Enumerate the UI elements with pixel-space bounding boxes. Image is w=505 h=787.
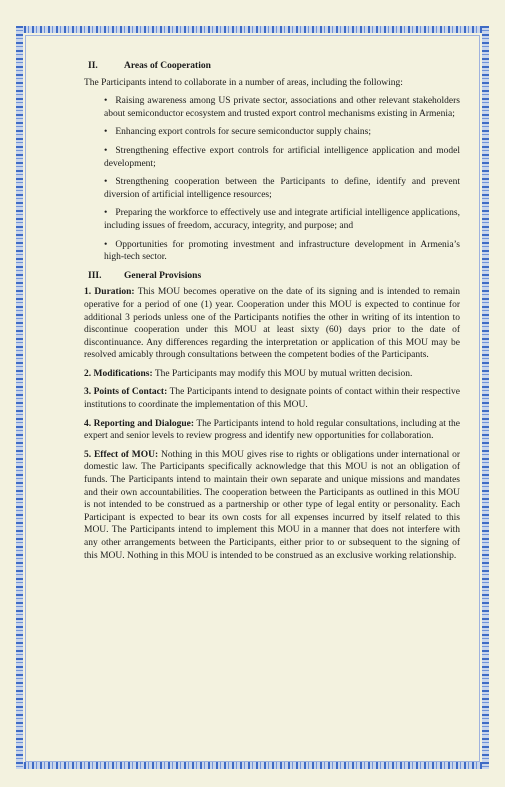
- document-body: [84, 60, 460, 568]
- list-item-text: Preparing the workforce to effectively use and integrate artificial intelligence applications, including issues of freedom, accuracy, integrity, and purpose; and: [104, 208, 460, 231]
- provision-points-of-contact: [84, 386, 460, 411]
- provision-label: 5. Effect of MOU:: [84, 449, 159, 460]
- section-heading-provisions: [88, 270, 460, 283]
- bullet-icon: •: [104, 177, 108, 188]
- provision-modifications: [84, 368, 460, 381]
- decorative-border-left: [16, 26, 23, 769]
- list-item: [104, 126, 460, 139]
- list-item: [104, 239, 460, 264]
- provision-text: The Participants may modify this MOU by mutual written decision.: [154, 368, 413, 379]
- list-item-text: Enhancing export controls for secure semiconductor supply chains;: [115, 127, 371, 138]
- section-title: General Provisions: [124, 270, 202, 281]
- decorative-border-top: [16, 26, 489, 33]
- list-item: [104, 145, 460, 170]
- provision-text: The Participants intend to hold regular consultations, including at the expert and senior levels to review progress and identify new opportunities for collaboration.: [84, 418, 460, 442]
- bullet-icon: •: [104, 239, 108, 250]
- list-item-text: Strengthening cooperation between the Participants to define, identify and prevent diversion of artificial intelligence resources;: [104, 177, 460, 200]
- bullet-icon: •: [104, 208, 108, 219]
- section-heading-areas: [88, 60, 460, 73]
- provision-duration: [84, 286, 460, 362]
- provision-label: 1. Duration:: [84, 287, 135, 298]
- section-number: III.: [88, 270, 102, 281]
- list-item: [104, 207, 460, 232]
- provision-reporting: [84, 418, 460, 443]
- decorative-border-right: [482, 26, 489, 769]
- bullet-icon: •: [104, 96, 108, 107]
- bullet-icon: •: [104, 127, 108, 138]
- list-item: [104, 95, 460, 120]
- section-number: II.: [88, 61, 98, 71]
- provision-text: Nothing in this MOU gives rise to rights or obligations under international or domestic law. The Participants specifically acknowledge that this MOU is not an obligation of funds. The Participants intend to maintain their own separate and unique missions and mandates and their own accountabilities. The cooperation between the Participants as outlined in this MOU is not intended to be construed as a partnership or other type of legal entity or personality. Each Participant is expected to bear its own costs for all expenses incurred by itself related to this MOU. The Participants intend to implement this MOU in a manner that does not interfere with any other arrangements between the Participants, either prior to or subsequent to the signing of this MOU. Nothing in this MOU is intended to be construed as an exclusive working relationship.: [84, 449, 460, 561]
- provision-effect: [84, 449, 460, 562]
- section-intro: The Participants intend to collaborate in a number of areas, including the following:: [84, 77, 403, 88]
- list-item-text: Raising awareness among US private sector, associations and other relevant stakeholders about semiconductor ecosystem and trusted export control mechanisms existing in Armenia;: [104, 96, 460, 119]
- list-item-text: Opportunities for promoting investment and infrastructure development in Armenia’s high-tech sector.: [104, 239, 460, 263]
- list-item-text: Strengthening effective export controls for artificial intelligence application and model development;: [104, 145, 460, 169]
- list-item: [104, 176, 460, 201]
- provision-label: 4. Reporting and Dialogue:: [84, 418, 195, 429]
- decorative-border-bottom: [16, 762, 489, 769]
- bullet-icon: •: [104, 145, 108, 156]
- provision-label: 2. Modifications:: [84, 368, 153, 379]
- provision-text: The Participants intend to designate points of contact within their respective institutions to coordinate the implementation of this MOU.: [84, 387, 460, 411]
- provision-text: This MOU becomes operative on the date of its signing and is intended to remain operative for a period of one (1) year. Cooperation under this MOU is expected to continue for additional 3 periods unless one of the Participants notifies the other in writing of its intention to discontinue cooperation under this MOU at least sixty (60) days prior to the date of discontinuance. Any differences regarding the interpretation or application of this MOU may be resolved amicably through consultations between the competent bodies of the Participants.: [84, 287, 460, 361]
- provision-label: 3. Points of Contact:: [84, 387, 168, 398]
- section-title: Areas of Cooperation: [124, 61, 211, 71]
